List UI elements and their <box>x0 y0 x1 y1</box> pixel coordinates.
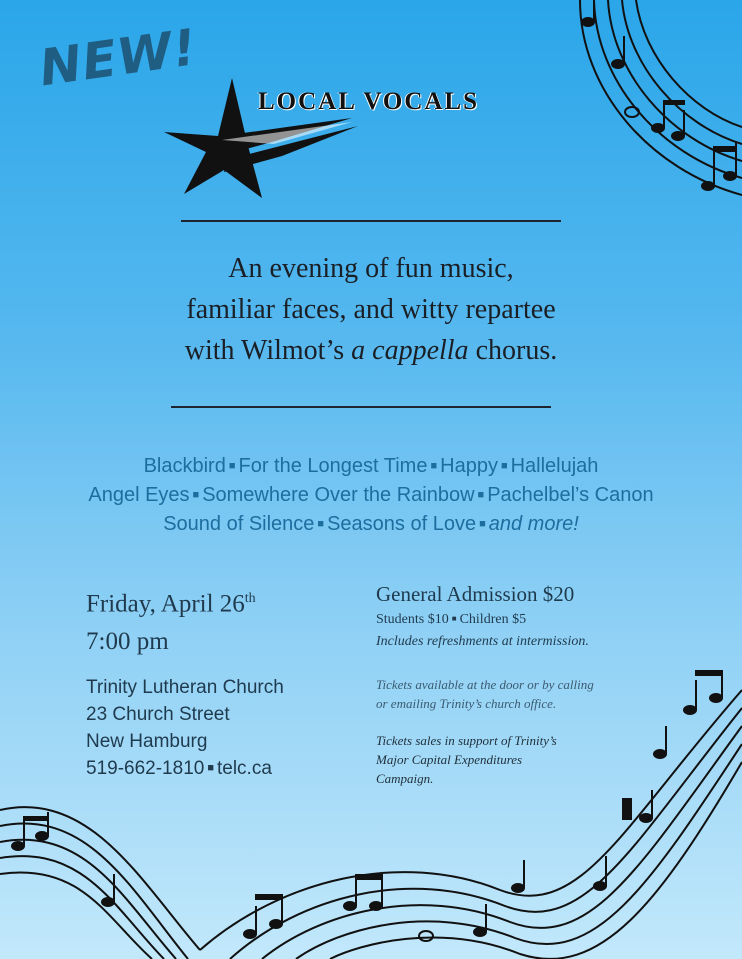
venue-city: New Hamburg <box>86 731 208 752</box>
venue-phone: 519-662-1810 <box>86 758 205 779</box>
venue-contact: 519-662-1810 ■ telc.ca <box>86 758 272 779</box>
divider-bottom <box>171 406 551 408</box>
and-more-text: and more! <box>488 513 579 535</box>
event-time: 7:00 pm <box>86 628 169 656</box>
support-note: Tickets sales in support of Trinity’s Major Capital Expenditures Campaign. <box>376 733 557 786</box>
song-title: Happy <box>440 455 498 477</box>
tagline-line-1: An evening of fun music, <box>228 253 514 284</box>
song-title: Blackbird <box>143 455 226 477</box>
divider-top <box>181 220 561 222</box>
tagline <box>60 248 682 371</box>
song-row-1: Blackbird ■ For the Longest Time ■ Happy ■ Hallelujah <box>143 455 599 477</box>
brand-name: LOCAL VOCALS <box>258 88 480 115</box>
song-title: Pachelbel’s Canon <box>487 484 654 506</box>
general-admission: General Admission $20 <box>376 582 575 606</box>
refreshments-note: Includes refreshments at intermission. <box>376 634 589 649</box>
admission-info <box>376 580 589 653</box>
venue-street: 23 Church Street <box>86 704 230 725</box>
song-row-3: Sound of Silence ■ Seasons of Love ■ and more! <box>163 513 579 535</box>
event-date: Friday, April 26th <box>86 590 256 618</box>
song-list <box>20 452 722 539</box>
song-title: Angel Eyes <box>88 484 190 506</box>
venue-web: telc.ca <box>216 758 272 779</box>
a-cappella-text: a cappella <box>351 335 469 366</box>
song-row-2: Angel Eyes ■ Somewhere Over the Rainbow ■ Pachelbel’s Canon <box>88 484 654 506</box>
tickets-note: Tickets available at the door or by calling or emailing Trinity’s church office. <box>376 677 594 711</box>
venue-name: Trinity Lutheran Church <box>86 677 284 698</box>
song-title: For the Longest Time <box>238 455 428 477</box>
music-staff-icon <box>560 0 742 215</box>
new-badge: NEW! <box>36 18 201 98</box>
music-staff-icon <box>0 650 742 959</box>
song-title: Hallelujah <box>510 455 599 477</box>
song-title: Seasons of Love <box>327 513 477 535</box>
tagline-line-3: with Wilmot’s a cappella chorus. <box>184 335 558 366</box>
song-title: Somewhere Over the Rainbow <box>202 484 475 506</box>
song-title: Sound of Silence <box>163 513 315 535</box>
tagline-line-2: familiar faces, and witty repartee <box>186 294 556 325</box>
discount-prices: Students $10 ■ Children $5 <box>376 612 527 627</box>
